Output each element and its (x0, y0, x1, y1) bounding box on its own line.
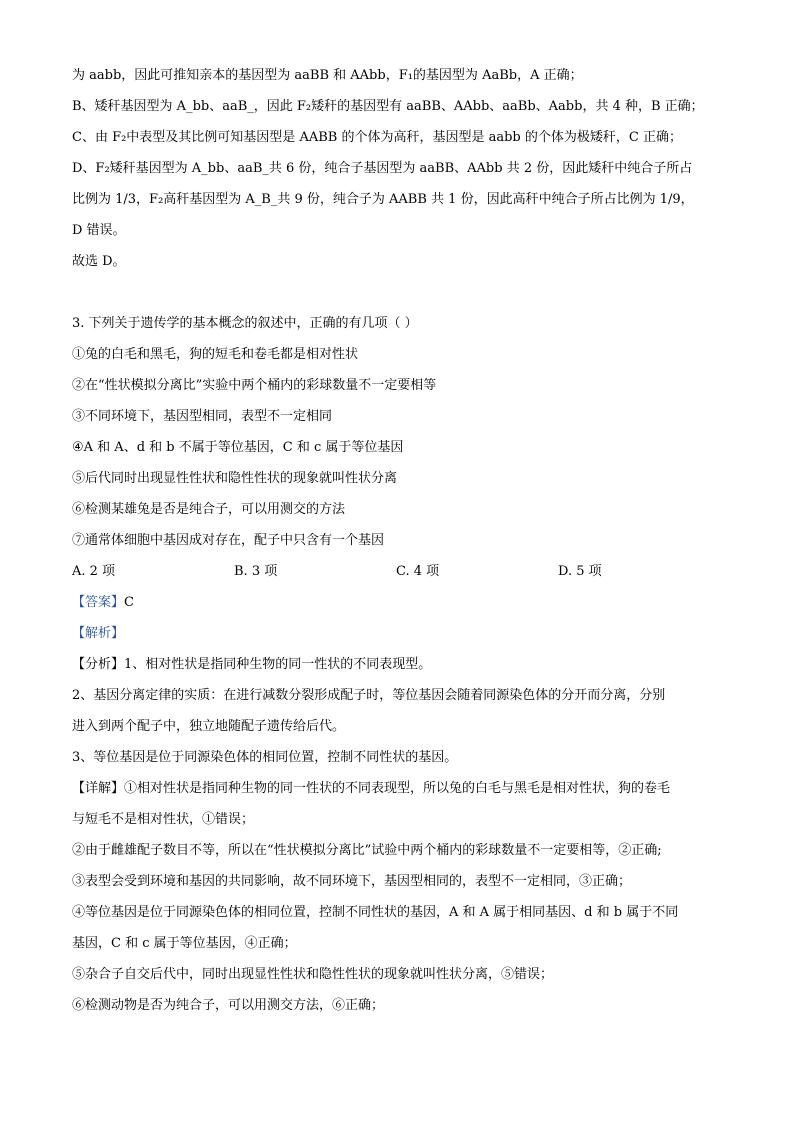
analysis-label: 【解析】 (72, 626, 125, 641)
question-block (72, 308, 722, 587)
analysis-heading (72, 618, 722, 649)
answer-line (72, 587, 722, 618)
analysis-line: 【详解】①相对性状是指同种生物的同一性状的不同表现型，所以兔的白毛与黑毛是相对性状，狗的卷毛 (72, 781, 671, 796)
text-line: 比例为 1/3，F₂高秆基因型为 A_B_共 9 份，纯合子为 AABB 共 1 份，因此高秆中纯合子所占比例为 1/9， (72, 192, 694, 207)
text-line: D、F₂矮秆基因型为 A_bb、aaB_共 6 份，纯合子基因型为 aaBB、AAbb 共 2 份，因此矮秆中纯合子所占 (72, 161, 693, 176)
analysis-line: 3、等位基因是位于同源染色体的相同位置，控制不同性状的基因。 (72, 750, 458, 765)
option-b: B. 3 项 (234, 564, 278, 579)
analysis-line: ⑤杂合子自交后代中，同时出现显性性状和隐性性状的现象就叫性状分离，⑤错误； (72, 967, 554, 982)
question-item: ⑤后代同时出现显性性状和隐性性状的现象就叫性状分离 (72, 471, 398, 486)
question-item: ④A 和 A、d 和 b 不属于等位基因，C 和 c 属于等位基因 (72, 440, 404, 455)
question-item: ⑦通常体细胞中基因成对存在，配子中只含有一个基因 (72, 533, 385, 548)
spacer (72, 277, 722, 308)
analysis-line: ⑥检测动物是否为纯合子，可以用测交方法，⑥正确； (72, 998, 385, 1013)
question-item: ②在“性状模拟分离比”实验中两个桶内的彩球数量不一定要相等 (72, 378, 437, 393)
answer-label: 【答案】 (72, 595, 125, 610)
option-c: C. 4 项 (396, 564, 440, 579)
text-line: D 错误。 (72, 223, 126, 238)
option-a: A. 2 项 (72, 564, 116, 579)
analysis-line: 2、基因分离定律的实质：在进行减数分裂形成配子时，等位基因会随着同源染色体的分开而分离，分别 (72, 688, 666, 703)
analysis-body (72, 649, 722, 1021)
analysis-line: ④等位基因是位于同源染色体的相同位置，控制不同性状的基因，A 和 A 属于相同基因、d 和 b 属于不同 (72, 905, 679, 920)
option-d: D. 5 项 (558, 564, 602, 579)
text-line: 故选 D。 (72, 254, 126, 269)
text-line: B、矮秆基因型为 A_bb、aaB_，因此 F₂矮秆的基因型有 aaBB、AAbb、aaBb、Aabb，共 4 种，B 正确； (72, 99, 704, 114)
document-page (72, 60, 722, 1021)
question-item: ③不同环境下，基因型相同，表型不一定相同 (72, 409, 333, 424)
question-item: ①兔的白毛和黑毛，狗的短毛和卷毛都是相对性状 (72, 347, 359, 362)
answer-value: C (124, 595, 134, 610)
analysis-line: 【分析】1、相对性状是指同种生物的同一性状的不同表现型。 (72, 657, 432, 672)
previous-solution (72, 60, 722, 277)
answer-options (72, 556, 722, 587)
question-item: ⑥检测某雄兔是否是纯合子，可以用测交的方法 (72, 502, 346, 517)
analysis-line: 基因，C 和 c 属于等位基因，④正确； (72, 936, 297, 951)
question-stem: 3. 下列关于遗传学的基本概念的叙述中，正确的有几项（ ） (72, 316, 418, 331)
analysis-line: 进入到两个配子中，独立地随配子遗传给后代。 (72, 719, 346, 734)
text-line: 为 aabb，因此可推知亲本的基因型为 aaBB 和 AAbb，F₁的基因型为 AaBb，A 正确； (72, 68, 583, 83)
text-line: C、由 F₂中表型及其比例可知基因型是 AABB 的个体为高秆，基因型是 aabb 的个体为极矮秆，C 正确； (72, 130, 682, 145)
analysis-line: ③表型会受到环境和基因的共同影响，故不同环境下，基因型相同的，表型不一定相同，③正确； (72, 874, 632, 889)
analysis-line: 与短毛不是相对性状，①错误； (72, 812, 255, 827)
analysis-line: ②由于雌雄配子数目不等，所以在“性状模拟分离比”试验中两个桶内的彩球数量不一定要相等，②正确; (72, 843, 662, 858)
